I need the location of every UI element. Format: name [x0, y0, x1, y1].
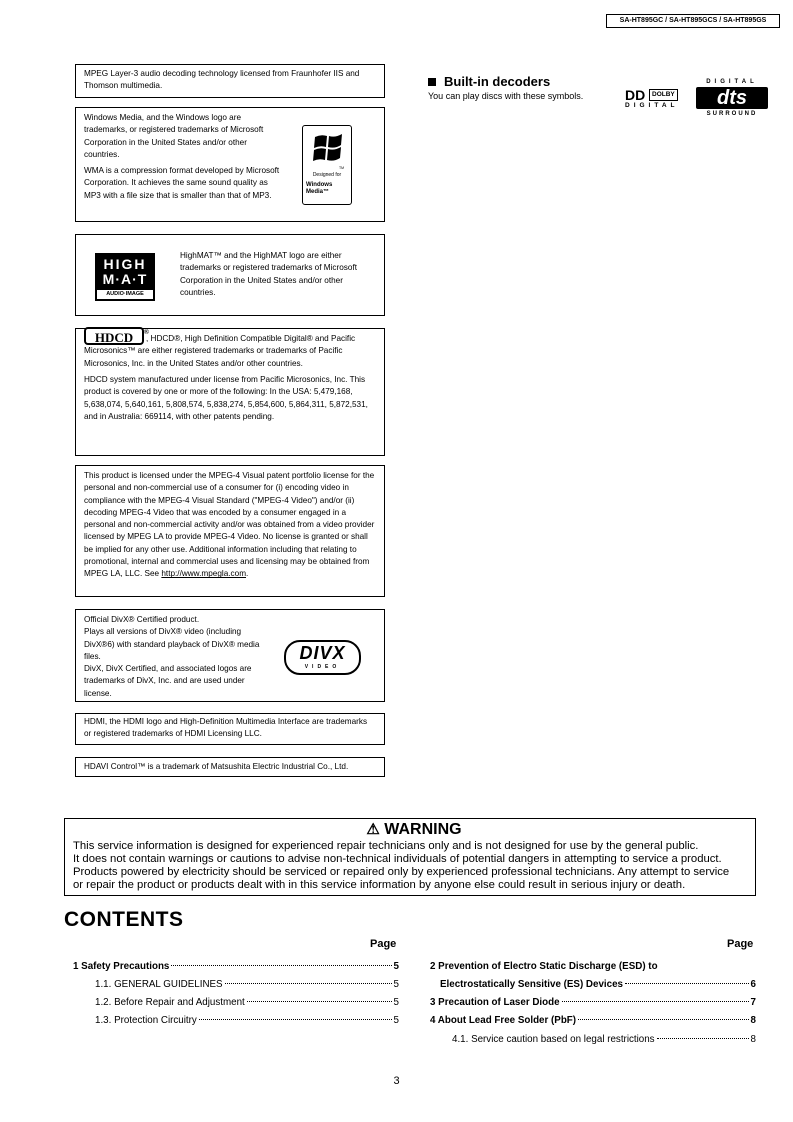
toc-entry-esd-line-1[interactable] — [430, 961, 756, 973]
hdcd-notice — [75, 328, 385, 456]
toc-entry-page: 5 — [393, 1015, 399, 1026]
wma-text: WMA is a compression format developed by Microsoft Corporation. It achieves the same sound quality as MP3 with a file size that is smaller than that of MP3. — [84, 166, 280, 200]
toc-entry-title: 1.1. GENERAL GUIDELINES — [95, 979, 223, 990]
hdmi-notice — [75, 713, 385, 745]
toc-entry-general-guidelines[interactable] — [95, 979, 399, 991]
hdmi-text: HDMI, the HDMI logo and High-Definition Multimedia Interface are trademarks or registered trademarks of HDMI Licensing LLC. — [84, 717, 368, 739]
windows-media-notice — [75, 107, 385, 222]
toc-entry-safety-precautions[interactable] — [73, 961, 399, 973]
hdcd-text-2: HDCD system manufactured under license from Pacific Microsonics, Inc. This product is covered by one or more of the following: In the USA: 5,479,168, 5,638,074, 5,640,161, 5,808,574, 5,838,274, 5,854,600, 5,864,311, 5,872,531, and in Australia: 669114, with other patents pending. — [84, 375, 368, 421]
highmat-text: HighMAT™ and the HighMAT logo are either trademarks or registered trademarks of Microsoft Corporation in the United States and/or other countries. — [180, 251, 357, 297]
highmat-logo-line3: AUDIO·IMAGE — [96, 289, 154, 300]
toc-dot-leader — [657, 1038, 749, 1039]
highmat-logo — [95, 253, 155, 301]
toc-entry-page: 8 — [750, 1015, 756, 1026]
toc-entry-protection-circuitry[interactable] — [95, 1015, 399, 1027]
highmat-logo-line1: HIGH — [103, 256, 147, 272]
warning-box — [64, 818, 756, 896]
windows-media-logo-name-1: Windows — [306, 182, 333, 188]
page-number: 3 — [393, 1075, 400, 1087]
hdcd-logo-text: HDCD — [94, 330, 134, 345]
windows-tm-mark: TM — [339, 166, 345, 170]
toc-dot-leader — [171, 965, 391, 966]
dolby-dd-icon: DD — [625, 87, 646, 103]
toc-entry-page: 5 — [393, 997, 399, 1008]
divx-text-1: Official DivX® Certified product. — [84, 615, 200, 624]
warning-triangle-icon: ⚠ — [366, 821, 380, 838]
decoders-title: Built-in decoders — [444, 74, 551, 89]
windows-media-logo-designed: Designed for — [312, 172, 342, 178]
warning-line-3: Products powered by electricity should be serviced or repaired only by experienced professional technicians. Any attempt to service — [73, 866, 730, 878]
toc-entry-laser-diode[interactable] — [430, 997, 756, 1009]
toc-dot-leader — [199, 1019, 392, 1020]
mpeg3-text: MPEG Layer-3 audio decoding technology licensed from Fraunhofer IIS and Thomson multimedia. — [84, 69, 360, 91]
toc-dot-leader — [225, 983, 392, 984]
model-number-header: SA-HT895GC / SA-HT895GCS / SA-HT895GS — [606, 14, 780, 28]
dolby-digital-label: DIGITAL — [625, 102, 679, 109]
toc-entry-page: 5 — [393, 961, 399, 972]
warning-title: WARNING — [384, 821, 462, 838]
toc-entry-title: 3 Precaution of Laser Diode — [430, 997, 560, 1008]
warning-line-1: This service information is designed for experienced repair technicians only and is not designed for use by the general public. — [73, 840, 699, 852]
dts-bottom-label: SURROUND — [706, 111, 758, 117]
toc-dot-leader — [625, 983, 749, 984]
windows-media-logo-name-2: Media™ — [306, 189, 330, 195]
hdavi-notice — [75, 757, 385, 777]
page-column-label-right: Page — [727, 938, 754, 950]
contents-heading: CONTENTS — [64, 908, 184, 931]
windows-media-logo — [302, 125, 352, 205]
mpegla-link[interactable]: http://www.mpegla.com — [161, 569, 247, 579]
hdcd-logo — [84, 327, 149, 345]
toc-entry-title: 1.3. Protection Circuitry — [95, 1015, 197, 1026]
mpeg4-license-notice — [75, 465, 385, 597]
toc-entry-page: 5 — [393, 979, 399, 990]
hdcd-text-1: , HDCD®, High Definition Compatible Digital® and Pacific Microsonics™ are either registered trademarks or trademarks of Pacific Microsonics, Inc. in the United States and/or other countries. — [84, 334, 356, 368]
mpeg4-text: This product is licensed under the MPEG-4 Visual patent portfolio license for the personal and non-commercial use of a consumer for (i) encoding video in compliance with the MPEG-4 Visual Standard ("MPEG-4 Video") and/or (ii) decoding MPEG-4 Video that was encoded by a consumer engaged in a personal and non-commercial activity and/or was obtained from a video provider licensed by MPEG LA to provide MPEG-4 Video. No license is granted or shall be implied for any other use. Additional information including that relating to promotional, internal and commercial uses and licensing may be obtained from MPEG LA, LLC. See — [84, 471, 375, 579]
divx-notice — [75, 609, 385, 702]
toc-dot-leader — [562, 1001, 749, 1002]
windows-flag-icon — [312, 131, 344, 165]
toc-entry-title: 1.2. Before Repair and Adjustment — [95, 997, 245, 1008]
windows-media-text-1: Windows Media, and the Windows logo are trademarks, or registered trademarks of Microsoft Corporation in the United States and/or other countries. — [84, 113, 264, 159]
highmat-logo-line2: M·A·T — [102, 271, 148, 287]
warning-line-4: or repair the product or products dealt with in this service information by anyone else could result in serious injury or death. — [73, 879, 686, 891]
dts-top-label: DIGITAL — [706, 79, 758, 85]
toc-entry-service-caution[interactable] — [452, 1034, 756, 1046]
dolby-digital-logo — [625, 88, 685, 112]
toc-entry-esd-line-2[interactable] — [440, 979, 756, 991]
hdcd-logo-reg: ® — [143, 328, 149, 336]
hdavi-text: HDAVI Control™ is a trademark of Matsushita Electric Industrial Co., Ltd. — [84, 762, 349, 771]
divx-logo-main: DIVX — [299, 643, 346, 663]
toc-entry-lead-free-solder[interactable] — [430, 1015, 756, 1027]
warning-heading — [73, 820, 755, 840]
toc-entry-page: 7 — [750, 997, 756, 1008]
divx-text-3: DivX, DivX Certified, and associated logos are trademarks of DivX, Inc. and are used under license. — [84, 664, 252, 698]
highmat-notice — [75, 234, 385, 316]
toc-entry-title: 4.1. Service caution based on legal restrictions — [452, 1034, 655, 1045]
dts-surround-logo — [691, 78, 773, 120]
mpeg4-tail: . — [246, 569, 249, 579]
toc-entry-title: Electrostatically Sensitive (ES) Devices — [440, 979, 623, 990]
toc-entry-page: 6 — [750, 979, 756, 990]
mpeg3-license-notice — [75, 64, 385, 98]
dts-main-label: dts — [696, 87, 768, 109]
warning-line-2: It does not contain warnings or cautions to advise non-technical individuals of potential dangers in attempting to service a product. — [73, 853, 722, 865]
decoders-description: You can play discs with these symbols. — [428, 91, 584, 101]
toc-dot-leader — [247, 1001, 392, 1002]
divx-text-2: Plays all versions of DivX® video (including DivX®6) with standard playback of DivX® media files. — [84, 627, 260, 661]
toc-entry-title: 4 About Lead Free Solder (PbF) — [430, 1015, 577, 1026]
square-bullet-icon — [428, 78, 436, 86]
page-column-label-left: Page — [370, 938, 397, 950]
toc-entry-title: 1 Safety Precautions — [73, 961, 170, 972]
dolby-label: DOLBY — [649, 89, 678, 101]
toc-entry-before-repair[interactable] — [95, 997, 399, 1009]
divx-logo-sub: VIDEO — [304, 664, 341, 670]
toc-dot-leader — [578, 1019, 748, 1020]
toc-entry-page: 8 — [750, 1034, 756, 1045]
toc-entry-title: 2 Prevention of Electro Static Discharge (ESD) to — [430, 961, 658, 972]
divx-video-logo — [284, 640, 361, 675]
decoders-heading — [428, 74, 550, 89]
